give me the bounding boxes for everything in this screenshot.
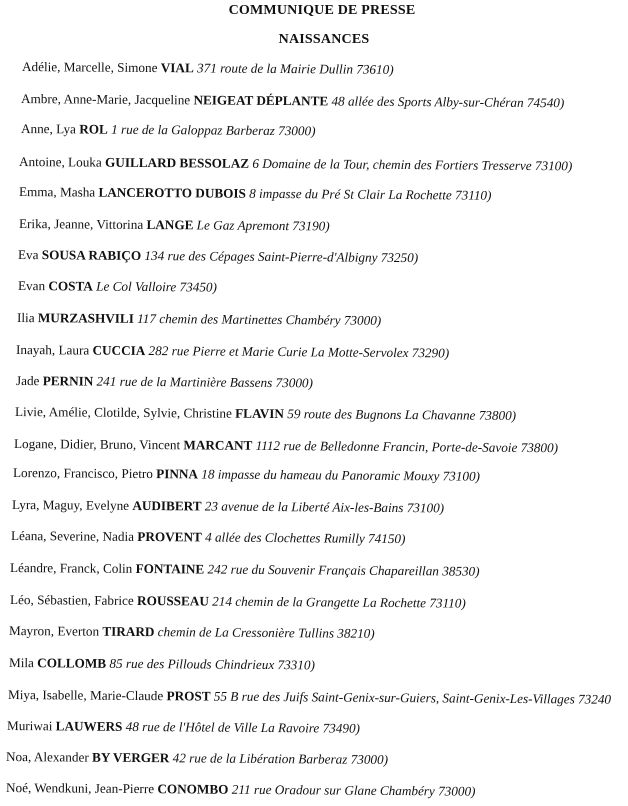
address: Le Gaz Apremont 73190)	[196, 217, 330, 234]
given-names: Inayah, Laura	[15, 342, 90, 358]
address: 134 rue des Cépages Saint-Pierre-d'Albigny 73250)	[144, 247, 419, 266]
given-names: Erika, Jeanne, Vittorina	[18, 216, 144, 232]
surname: GUILLARD BESSOLAZ	[105, 154, 250, 171]
address: 48 allée des Sports Alby-sur-Chéran 74540)	[331, 93, 565, 111]
birth-entry	[9, 623, 375, 642]
address: 55 B rue des Juifs Saint-Genix-sur-Guiers, Saint-Genix-Les-Villages 73240	[213, 688, 612, 707]
given-names: Evan	[17, 278, 46, 294]
birth-entry	[19, 154, 572, 174]
birth-entry	[12, 497, 444, 516]
address: 18 impasse du hameau du Panoramic Mouxy 73100)	[201, 466, 481, 484]
birth-entry	[9, 655, 315, 673]
given-names: Léana, Severine, Nadia	[10, 528, 135, 544]
address: 1 rue de la Galoppaz Barberaz 73000)	[111, 121, 316, 139]
given-names: Muriwai	[6, 718, 53, 734]
surname: VIAL	[160, 60, 194, 76]
surname: COLLOMB	[37, 655, 107, 671]
given-names: Lorenzo, Francisco, Pietro	[12, 465, 153, 482]
address: 6 Domaine de la Tour, chemin des Fortiers Tresserve 73100)	[252, 155, 573, 174]
surname: ROUSSEAU	[137, 592, 209, 609]
section-title-births: NAISSANCES	[278, 32, 370, 47]
address: 241 rue de la Martinière Bassens 73000)	[96, 373, 314, 391]
surname: COSTA	[48, 278, 93, 294]
surname: PROVENT	[137, 528, 202, 545]
given-names: Noé, Wendkuni, Jean-Pierre	[5, 780, 155, 797]
birth-entry	[11, 528, 406, 547]
given-names: Léandre, Franck, Colin	[9, 560, 133, 576]
birth-entry	[21, 121, 316, 139]
address: 4 allée des Clochettes Rumilly 74150)	[205, 529, 406, 547]
birth-entry	[19, 184, 492, 204]
birth-entry	[19, 216, 330, 234]
surname: CUCCIA	[92, 342, 146, 359]
birth-entry	[18, 278, 217, 296]
surname: SOUSA RABIÇO	[41, 247, 142, 263]
given-names: Léo, Sébastien, Fabrice	[9, 592, 134, 608]
address: 42 rue de la Libération Barberaz 73000)	[172, 750, 389, 768]
given-names: Mila	[8, 655, 34, 671]
given-names: Anne, Lya	[20, 121, 76, 137]
surname: FONTAINE	[135, 560, 205, 577]
address: chemin de La Cressonière Tullins 38210)	[157, 624, 375, 641]
surname: LANGE	[146, 217, 194, 233]
given-names: Ambre, Anne-Marie, Jacqueline	[20, 91, 191, 108]
surname: CONOMBO	[157, 781, 229, 797]
surname: ROL	[79, 121, 108, 137]
given-names: Adélie, Marcelle, Simone	[21, 59, 158, 76]
given-names: Lyra, Maguy, Evelyne	[11, 497, 130, 513]
given-names: Mayron, Everton	[8, 623, 100, 639]
birth-entry	[14, 436, 558, 456]
birth-entry	[22, 59, 394, 78]
surname: MURZASHVILI	[37, 310, 134, 326]
birth-entry	[15, 404, 516, 424]
birth-entry	[6, 780, 476, 800]
birth-entry	[6, 749, 388, 768]
given-names: Eva	[17, 247, 39, 263]
surname: LANCEROTTO DUBOIS	[98, 184, 246, 201]
address: 282 rue Pierre et Marie Curie La Motte-Servolex 73290)	[148, 343, 450, 361]
surname: BY VERGER	[92, 749, 170, 766]
birth-entry	[21, 91, 564, 111]
birth-entry	[18, 247, 418, 266]
given-names: Jade	[15, 373, 40, 389]
surname: AUDIBERT	[132, 497, 202, 514]
surname: PROST	[166, 688, 211, 704]
birth-entry	[10, 560, 480, 580]
given-names: Antoine, Louka	[18, 154, 102, 170]
document-title: COMMUNIQUE DE PRESSE	[228, 3, 416, 18]
birth-entry	[13, 465, 480, 485]
address: 8 impasse du Pré St Clair La Rochette 73110)	[249, 185, 492, 203]
birth-entry	[10, 592, 466, 612]
address: 85 rue des Pillouds Chindrieux 73310)	[109, 655, 315, 673]
given-names: Ilia	[16, 310, 35, 326]
birth-entry	[17, 310, 381, 329]
address: 48 rue de l'Hôtel de Ville La Ravoire 73490)	[125, 718, 361, 736]
birth-entry	[16, 373, 313, 391]
surname: NEIGEAT DÉPLANTE	[193, 92, 329, 109]
given-names: Noa, Alexander	[5, 749, 89, 765]
given-names: Miya, Isabelle, Marie-Claude	[7, 687, 164, 704]
birth-entry	[8, 687, 611, 708]
address: 59 route des Bugnons La Chavanne 73800)	[287, 406, 517, 423]
address: 1112 rue de Belledonne Francin, Porte-de-Savoie 73800)	[255, 437, 559, 456]
surname: TIRARD	[102, 623, 155, 640]
birth-entry	[16, 342, 449, 361]
surname: LAUWERS	[55, 718, 123, 734]
address: 242 rue du Souvenir Français Chapareillan 38530)	[207, 561, 480, 579]
address: Le Col Valloire 73450)	[96, 278, 217, 295]
surname: PERNIN	[42, 373, 94, 389]
birth-entry	[7, 718, 360, 737]
surname: MARCANT	[183, 437, 253, 453]
address: 23 avenue de la Liberté Aix-les-Bains 73100)	[204, 498, 445, 516]
surname: PINNA	[156, 466, 199, 482]
given-names: Emma, Masha	[18, 184, 96, 200]
address: 371 route de la Mairie Dullin 73610)	[197, 60, 394, 77]
address: 214 chemin de la Grangette La Rochette 73110)	[212, 593, 466, 611]
given-names: Logane, Didier, Bruno, Vincent	[13, 436, 181, 453]
address: 117 chemin des Martinettes Chambéry 73000)	[137, 310, 382, 328]
surname: FLAVIN	[235, 405, 285, 422]
address: 211 rue Oradour sur Glane Chambéry 73000)	[231, 781, 476, 799]
given-names: Livie, Amélie, Clotilde, Sylvie, Christine	[14, 404, 232, 421]
